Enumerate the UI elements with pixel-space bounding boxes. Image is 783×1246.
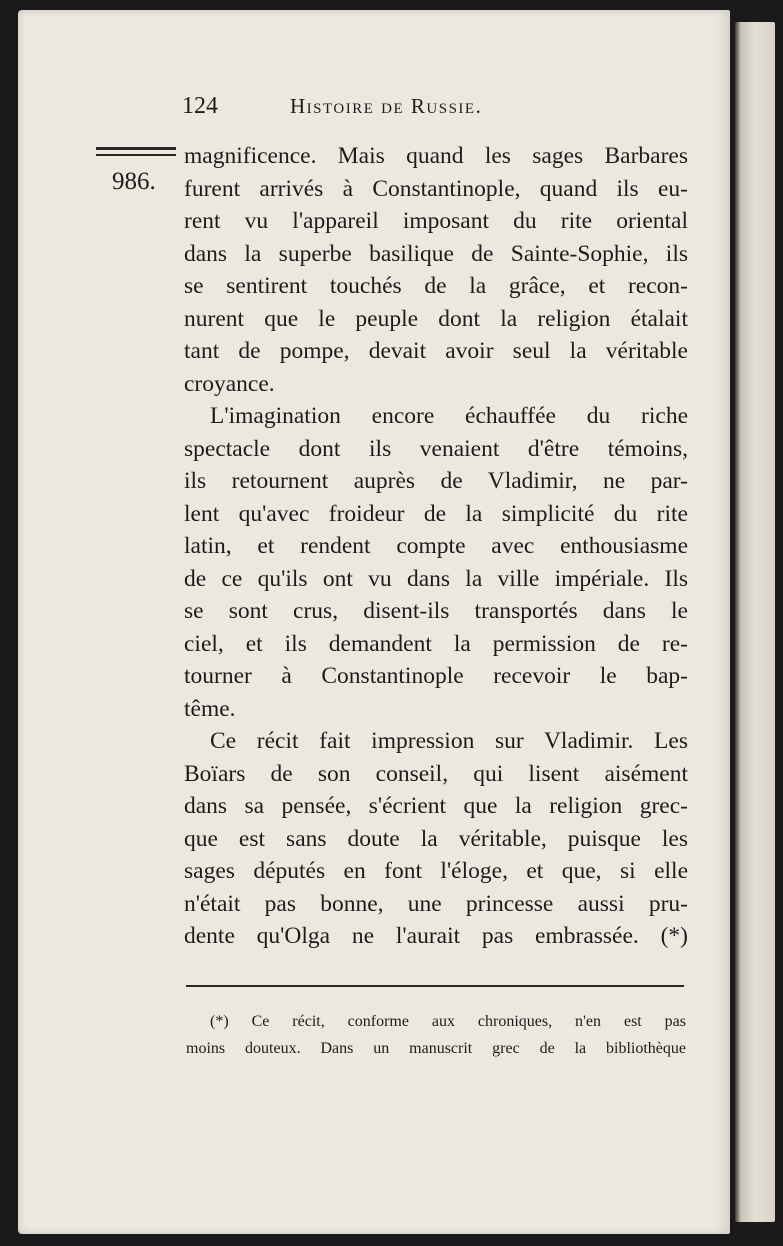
text-line: ciel, et ils demandent la permission de re- [184, 630, 688, 657]
text-line: furent arrivés à Constantinople, quand ils eu- [184, 175, 688, 202]
text-line: tême. [184, 695, 236, 722]
text-line: Ce récit fait impression sur Vladimir. Les [210, 728, 688, 754]
footnotes [186, 1008, 686, 1062]
text-line: dans la superbe basilique de Sainte-Sophie, ils [184, 240, 688, 267]
text-line: L'imagination encore échauffée du riche [210, 403, 688, 429]
text-line: se sentirent touchés de la grâce, et recon- [184, 273, 688, 299]
text-line: latin, et rendent compte avec enthousiasme [184, 533, 688, 559]
text-line: Boïars de son conseil, qui lisent aisément [184, 760, 688, 787]
text-line: sages députés en font l'éloge, et que, si elle [184, 858, 688, 884]
running-header [182, 92, 602, 120]
text-line: nurent que le peuple dont la religion étalait [184, 305, 688, 332]
text-line: rent vu l'appareil imposant du rite oriental [184, 208, 688, 234]
text-line: dente qu'Olga ne l'aurait pas embrassée. (*) [184, 923, 688, 949]
text-line: se sont crus, disent-ils transportés dans le [184, 598, 688, 624]
footnote-line: (*) Ce récit, conforme aux chroniques, n'en est pas [210, 1013, 686, 1030]
text-line: magnificence. Mais quand les sages Barbares [184, 143, 688, 169]
adjacent-page-edge [735, 22, 775, 1222]
text-line: tant de pompe, devait avoir seul la véritable [184, 338, 688, 364]
text-line: ils retournent auprès de Vladimir, ne par- [184, 468, 688, 494]
body-text [184, 140, 688, 953]
text-line: n'était pas bonne, une princesse aussi pru- [184, 890, 688, 917]
section-rule [96, 147, 176, 156]
footnote-separator [186, 985, 684, 987]
footnote-line: moins douteux. Dans un manuscrit grec de la bibliothèque [186, 1040, 686, 1057]
margin-year-note: 986. [112, 168, 156, 195]
text-line: de ce qu'ils ont vu dans la ville impériale. Ils [184, 565, 688, 592]
text-line: que est sans doute la véritable, puisque les [184, 825, 688, 852]
page-number: 124 [182, 93, 218, 119]
text-line: lent qu'avec froideur de la simplicité du rite [184, 500, 688, 527]
text-line: croyance. [184, 370, 275, 397]
text-line: tourner à Constantinople recevoir le bap- [184, 663, 688, 689]
text-line: spectacle dont ils venaient d'être témoins, [184, 435, 688, 462]
running-title: Histoire de Russie. [290, 94, 483, 118]
text-line: dans sa pensée, s'écrient que la religion grec- [184, 793, 688, 819]
